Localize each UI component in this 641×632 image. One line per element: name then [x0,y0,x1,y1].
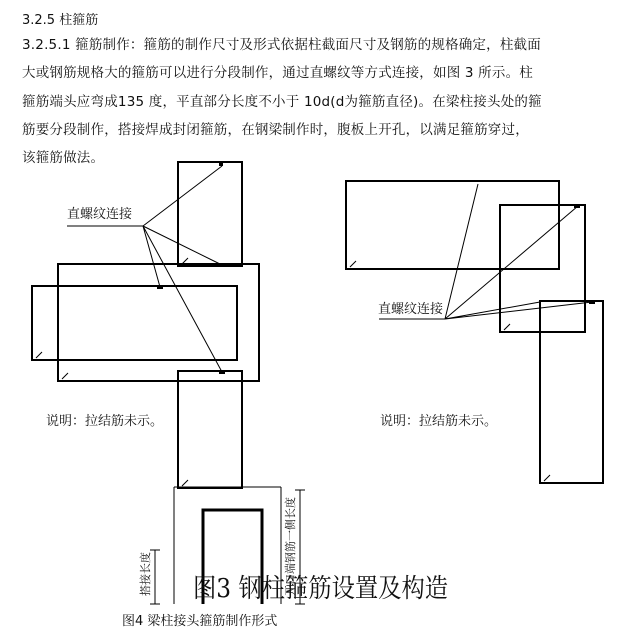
fig3-left-note: 说明：拉结筋未示。 [46,414,164,429]
paragraph-line: 筋要分段制作，搭接焊成封闭箍筋，在钢梁制作时，腹板上开孔，以满足箍筋穿过， [22,122,529,138]
paragraph-line: 箍筋端头应弯成135 度，平直部分长度不小于 10d(d为箍筋直径)。在梁柱接头处的箍 [22,94,542,110]
paragraph-line: 该箍筋做法。 [22,150,105,166]
paragraph-line: 大或钢筋规格大的箍筋可以进行分段制作，通过直螺纹等方式连接，如图 3 所示。柱 [22,65,533,81]
section-heading: 3.2.5 柱箍筋 [22,13,99,28]
fig3-left-label: 直螺纹连接 [67,207,133,222]
fig4-caption: 图4 梁柱接头箍筋制作形式 [122,614,278,629]
fig3-right-label: 直螺纹连接 [378,302,444,317]
paragraph-line: 3.2.5.1 箍筋制作：箍筋的制作尺寸及形式依据柱截面尺寸及钢筋的规格确定，柱截面 [22,37,541,53]
fig4-dim-left-label: 搭接长度 [139,552,152,596]
fig3-right-note: 说明：拉结筋未示。 [380,414,498,429]
fig3-right-drawing [346,181,603,483]
fig4-dim-right-label: 开口端钢筋一侧长度 [284,497,297,596]
fig3-caption: 图3 钢柱箍筋设置及构造 [193,574,448,604]
